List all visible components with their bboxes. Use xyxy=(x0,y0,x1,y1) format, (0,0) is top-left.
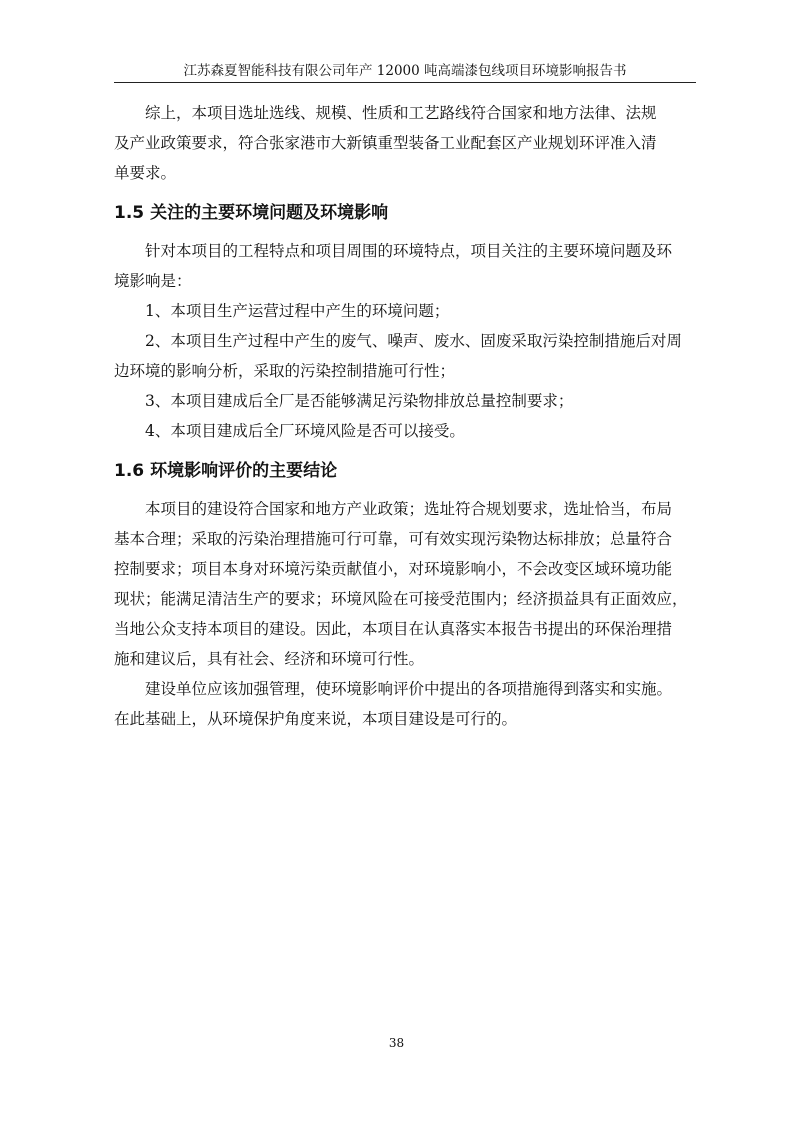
section-1-6-line-3: 控制要求；项目本身对环境污染贡献值小，对环境影响小，不会改变区域环境功能 xyxy=(114,560,673,578)
section-heading-1-5 xyxy=(114,198,700,228)
header-rule xyxy=(114,82,696,83)
intro-line-2: 及产业政策要求，符合张家港市大新镇重型装备工业配套区产业规划环评准入清 xyxy=(114,134,657,152)
section-1-6-line-4: 现状；能满足清洁生产的要求；环境风险在可接受范围内；经济损益具有正面效应， xyxy=(114,590,688,608)
section-1-6-line-2: 基本合理；采取的污染治理措施可行可靠，可有效实现污染物达标排放；总量符合 xyxy=(114,530,673,548)
section-1-6-line-5: 当地公众支持本项目的建设。因此，本项目在认真落实本报告书提出的环保治理措 xyxy=(114,620,673,638)
list-item-4: 4、本项目建成后全厂环境风险是否可以接受。 xyxy=(145,422,465,440)
list-item-2-cont: 边环境的影响分析，采取的污染控制措施可行性； xyxy=(114,362,456,380)
running-header: 江苏森夏智能科技有限公司年产 12000 吨高端漆包线项目环境影响报告书 xyxy=(183,63,627,79)
section-heading-1-6 xyxy=(114,456,700,486)
section-number: 1.6 xyxy=(114,461,145,481)
section-1-6-line-6: 施和建议后，具有社会、经济和环境可行性。 xyxy=(114,650,425,668)
page-number: 38 xyxy=(388,1036,405,1050)
section-number: 1.5 xyxy=(114,203,145,223)
section-title: 环境影响评价的主要结论 xyxy=(150,461,338,481)
intro-line-1: 综上，本项目选址选线、规模、性质和工艺路线符合国家和地方法律、法规 xyxy=(145,104,657,122)
section-1-6-line-7: 建设单位应该加强管理，使环境影响评价中提出的各项措施得到落实和实施。 xyxy=(145,680,673,698)
section-1-5-line-2: 境影响是： xyxy=(114,272,192,290)
list-item-3: 3、本项目建成后全厂是否能够满足污染物排放总量控制要求； xyxy=(145,392,574,410)
section-1-6-line-8: 在此基础上，从环境保护角度来说，本项目建设是可行的。 xyxy=(114,710,518,728)
section-1-5-line-1: 针对本项目的工程特点和项目周围的环境特点，项目关注的主要环境问题及环 xyxy=(145,242,673,260)
list-item-1: 1、本项目生产运营过程中产生的环境问题； xyxy=(145,302,450,320)
section-title: 关注的主要环境问题及环境影响 xyxy=(150,203,389,223)
page-content xyxy=(114,98,700,734)
section-1-6-line-1: 本项目的建设符合国家和地方产业政策；选址符合规划要求，选址恰当，布局 xyxy=(145,500,673,518)
intro-line-3: 单要求。 xyxy=(114,164,177,182)
list-item-2: 2、本项目生产过程中产生的废气、噪声、废水、固废采取污染控制措施后对周 xyxy=(145,332,682,350)
